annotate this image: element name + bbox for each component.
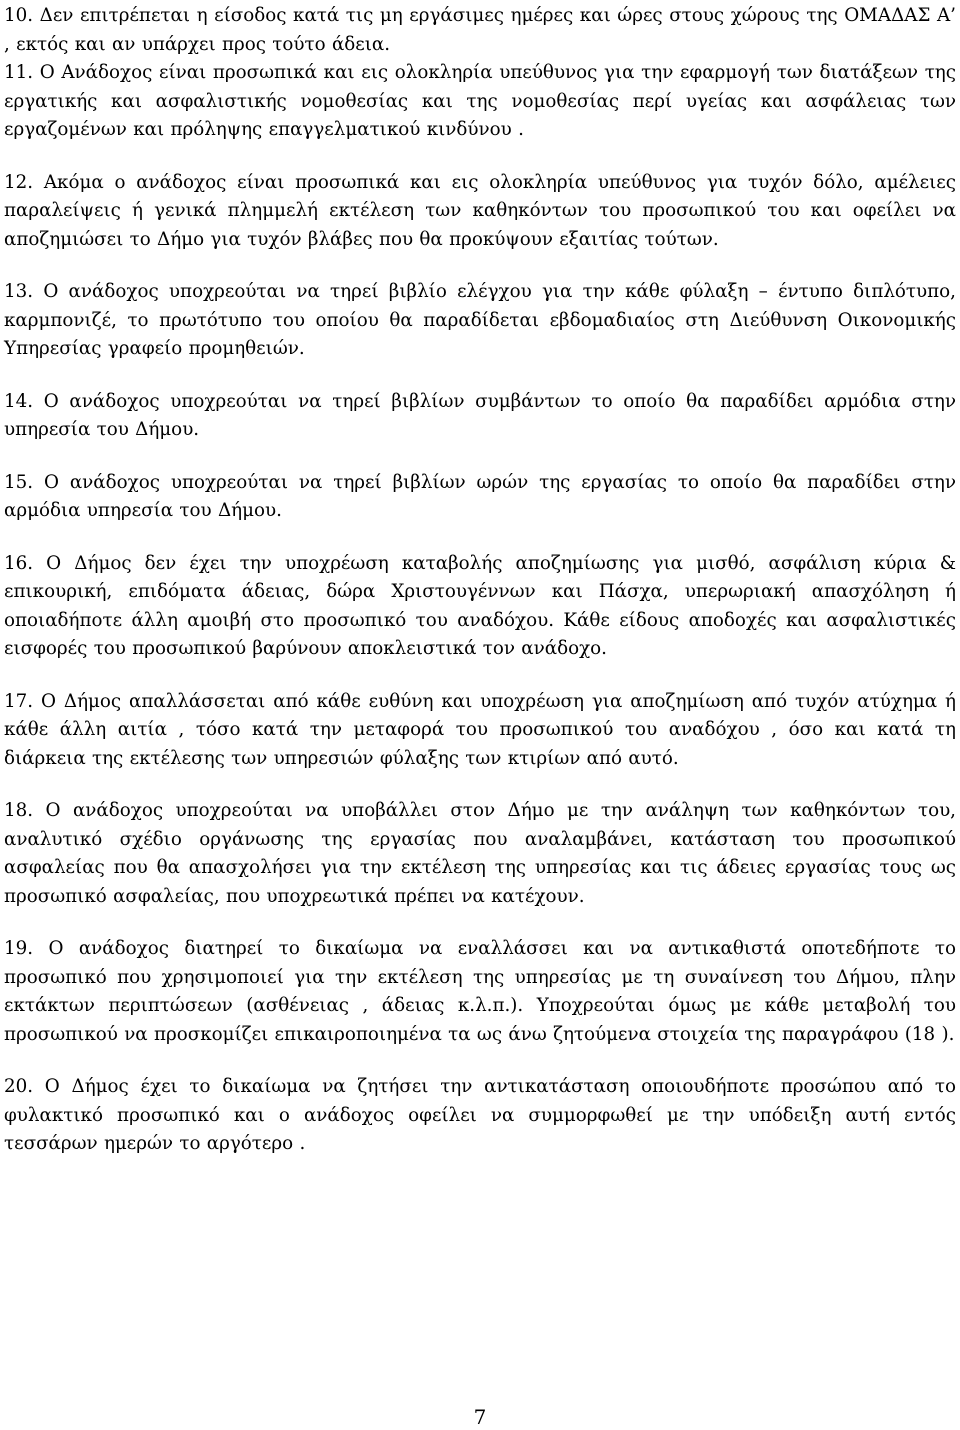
paragraph-20: 20. Ο Δήμος έχει το δικαίωμα να ζητήσει την αντικατάσταση οποιουδήποτε προσώπου από το φυλακτικό προσωπικό και ο ανάδοχος οφείλει να συμμορφωθεί με την υπόδειξη αυτή εντός τεσσάρων ημερών το αργότερο . xyxy=(4,1076,956,1154)
paragraph-15: 15. Ο ανάδοχος υποχρεούται να τηρεί βιβλίων ωρών της εργασίας το οποίο θα παραδίδει στην αρμόδια υπηρεσία του Δήμου. xyxy=(4,471,956,521)
paragraph-10: 10. Δεν επιτρέπεται η είσοδος κατά τις μη εργάσιμες ημέρες και ώρες στους χώρους της ΟΜΑΔΑΣ Α’ , εκτός και αν υπάρχει προς τούτο άδεια. xyxy=(4,5,956,55)
paragraph-18: 18. Ο ανάδοχος υποχρεούται να υποβάλλει στον Δήμο με την ανάληψη των καθηκόντων του, αναλυτικό σχέδιο οργάνωσης της εργασίας που αναλαμβάνει, κατάσταση του προσωπικού ασφαλείας που θα απασχολήσει για την εκτέλεση της υπηρεσίας και τις άδειες εργασίας τους ως προσωπικό ασφαλείας, που υποχρεωτικά πρέπει να κατέχουν. xyxy=(4,800,956,907)
paragraph-19: 19. Ο ανάδοχος διατηρεί το δικαίωμα να εναλλάσσει και να αντικαθιστά οποτεδήποτε το προσωπικό που χρησιμοποιεί για την εκτέλεση της υπηρεσίας με τη συναίνεση του Δήμου, πλην εκτάκτων περιπτώσεων (ασθένειας , άδειας κ.λ.π.). Υποχρεούται όμως με κάθε μεταβολή του προσωπικού να προσκομίζει επικαιροποιημένα τα ως άνω ζητούμενα στοιχεία της παραγράφου (18 ). xyxy=(4,938,956,1045)
paragraph-17: 17. Ο Δήμος απαλλάσσεται από κάθε ευθύνη και υποχρέωση για αποζημίωση από τυχόν ατύχημα ή κάθε άλλη αιτία , τόσο κατά την μεταφορά του προσωπικού του αναδόχου , όσο και κατά τη διάρκεια της εκτέλεσης των υπηρεσιών φύλαξης των κτιρίων από αυτό. xyxy=(4,690,956,769)
paragraph-12: 12. Ακόμα ο ανάδοχος είναι προσωπικά και εις ολοκληρία υπεύθυνος για τυχόν δόλο, αμέλειες παραλείψεις ή γενικά πλημμελή εκτέλεση των καθηκόντων του προσωπικού του και οφείλει να αποζημιώσει το Δήμο για τυχόν βλάβες που θα προκύψουν εξαιτίας τούτων. xyxy=(4,171,956,250)
paragraph-11: 11. Ο Ανάδοχος είναι προσωπικά και εις ολοκληρία υπεύθυνος για την εφαρμογή των διατάξεων της εργατικής και ασφαλιστικής νομοθεσίας και της νομοθεσίας περί υγείας και ασφάλειας των εργαζομένων και πρόληψης επαγγελματικού κινδύνου . xyxy=(4,62,956,140)
paragraph-16: 16. Ο Δήμος δεν έχει την υποχρέωση καταβολής αποζημίωσης για μισθό, ασφάλιση κύρια & επικουρική, επιδόματα άδειας, δώρα Χριστουγέννων και Πάσχα, υπερωριακή απασχόληση ή οποιαδήποτε άλλη αμοιβή στο προσωπικό του αναδόχου. Κάθε είδους αποδοχές και ασφαλιστικές εισφορές του προσωπικού βαρύνουν αποκλειστικά τον ανάδοχο. xyxy=(4,552,956,659)
paragraph-13: 13. Ο ανάδοχος υποχρεούται να τηρεί βιβλίο ελέγχου για την κάθε φύλαξη – έντυπο διπλότυπο, καρμπονιζέ, το πρωτότυπο του οποίου θα παραδίδεται εβδομαδιαίος στη Διεύθυνση Οικονομικής Υπηρεσίας γραφείο προμηθειών. xyxy=(4,281,956,359)
document-body xyxy=(4,2,956,1159)
page-number: 7 xyxy=(473,1405,487,1429)
paragraph-14: 14. Ο ανάδοχος υποχρεούται να τηρεί βιβλίων συμβάντων το οποίο θα παραδίδει αρμόδια στην υπηρεσία του Δήμου. xyxy=(4,390,956,440)
